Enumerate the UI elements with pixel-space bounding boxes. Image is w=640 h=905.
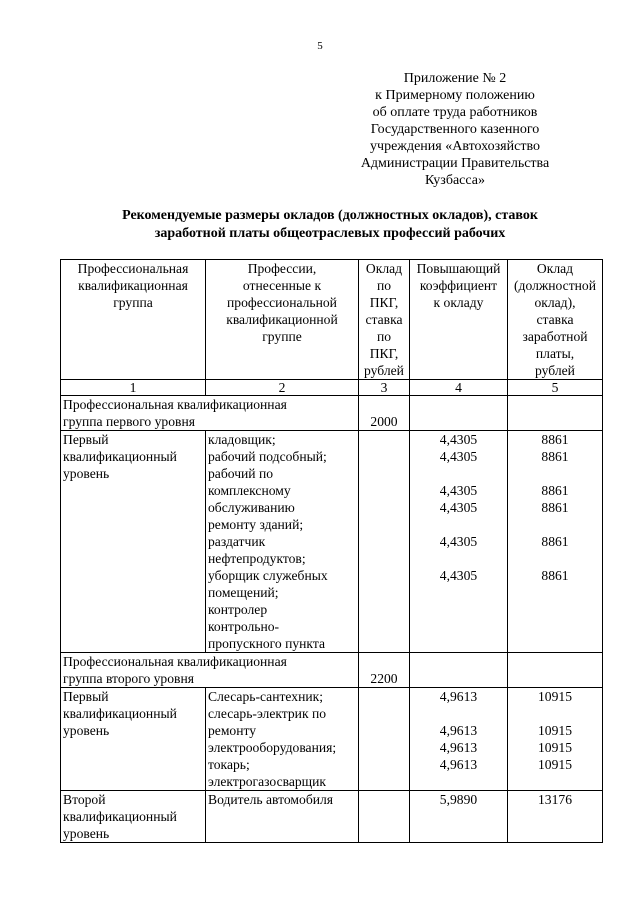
level-cell bbox=[61, 431, 206, 653]
group-row bbox=[61, 396, 603, 431]
header-text: Профессиональная bbox=[77, 261, 189, 276]
header-cell bbox=[359, 260, 410, 380]
spacer bbox=[510, 465, 600, 482]
profession-text: электрооборудования; bbox=[208, 740, 337, 755]
header-text: оклад), bbox=[534, 295, 576, 310]
table-row bbox=[61, 791, 603, 843]
salary-table bbox=[60, 259, 603, 843]
profession-text: рабочий подсобный; bbox=[208, 449, 327, 464]
group-title-text: группа второго уровня bbox=[63, 671, 194, 686]
spacer bbox=[412, 465, 505, 482]
salary-value: 8861 bbox=[541, 483, 569, 498]
profession-text: ремонту зданий; bbox=[208, 517, 304, 532]
coefficient-value: 4,9613 bbox=[439, 740, 478, 755]
spacer bbox=[510, 705, 600, 722]
document-title bbox=[60, 207, 600, 243]
header-text: заработной bbox=[522, 329, 588, 344]
salary-value: 8861 bbox=[541, 534, 569, 549]
profession-text: помещений; bbox=[208, 585, 279, 600]
salary-value: 8861 bbox=[541, 449, 569, 464]
table-row bbox=[61, 431, 603, 653]
header-text: рублей bbox=[535, 363, 575, 378]
level-text: уровень bbox=[63, 466, 110, 481]
empty-cell bbox=[359, 688, 410, 791]
profession-text: обслуживанию bbox=[208, 500, 295, 515]
header-text: отнесенные к bbox=[242, 278, 322, 293]
profession-text: рабочий по bbox=[208, 466, 274, 481]
salary-cell: 13176 bbox=[508, 791, 603, 843]
salary-value: 10915 bbox=[538, 740, 572, 755]
header-text: Профессии, bbox=[247, 261, 317, 276]
coefficient-value: 4,9613 bbox=[439, 689, 478, 704]
empty-cell bbox=[508, 653, 603, 688]
group-title bbox=[61, 653, 359, 688]
column-number: 4 bbox=[410, 380, 508, 396]
header-text: ПКГ, bbox=[369, 295, 399, 310]
salary-cell bbox=[508, 688, 603, 791]
group-row bbox=[61, 653, 603, 688]
salary-value: 10915 bbox=[538, 723, 572, 738]
group-salary: 2200 bbox=[359, 653, 410, 688]
header-text: по bbox=[376, 278, 392, 293]
header-text: квалификационной bbox=[226, 312, 338, 327]
professions-cell bbox=[206, 688, 359, 791]
profession-text: ремонту bbox=[208, 723, 257, 738]
header-text: рублей bbox=[364, 363, 404, 378]
salary-value: 8861 bbox=[541, 432, 569, 447]
coefficient-value: 4,4305 bbox=[439, 483, 478, 498]
header-text: коэффициент bbox=[419, 278, 498, 293]
header-cell bbox=[508, 260, 603, 380]
level-cell bbox=[61, 791, 206, 843]
coefficient-value: 4,9613 bbox=[439, 723, 478, 738]
profession-text: комплексному bbox=[208, 483, 291, 498]
header-text: Оклад bbox=[365, 261, 403, 276]
header-text: к окладу bbox=[433, 295, 484, 310]
profession-text: контролер bbox=[208, 602, 268, 617]
level-text: уровень bbox=[63, 723, 110, 738]
profession-text: электрогазосварщик bbox=[208, 774, 327, 789]
column-number-row bbox=[61, 380, 603, 396]
title-line: Рекомендуемые размеры окладов (должностных окладов), ставок bbox=[122, 208, 538, 223]
profession-text: уборщик служебных bbox=[208, 568, 328, 583]
appendix-line: об оплате труда работников bbox=[372, 105, 538, 120]
salary-value: 8861 bbox=[541, 500, 569, 515]
appendix-line: учреждения «Автохозяйство bbox=[370, 139, 540, 154]
profession-text: Слесарь-сантехник; bbox=[208, 689, 324, 704]
professions-cell: Водитель автомобиля bbox=[206, 791, 359, 843]
spacer bbox=[412, 516, 505, 533]
header-cell bbox=[61, 260, 206, 380]
spacer bbox=[510, 516, 600, 533]
salary-value: 8861 bbox=[541, 568, 569, 583]
coefficient-value: 4,9613 bbox=[439, 757, 478, 772]
coefficient-cell: 5,9890 bbox=[410, 791, 508, 843]
profession-text: слесарь-электрик по bbox=[208, 706, 327, 721]
profession-text: токарь; bbox=[208, 757, 250, 772]
coefficient-cell bbox=[410, 431, 508, 653]
appendix-line: Государственного казенного bbox=[370, 122, 540, 137]
empty-cell bbox=[359, 791, 410, 843]
salary-value: 10915 bbox=[538, 689, 572, 704]
column-number: 3 bbox=[359, 380, 410, 396]
empty-cell bbox=[410, 396, 508, 431]
salary-cell bbox=[508, 431, 603, 653]
spacer bbox=[412, 705, 505, 722]
header-text: профессиональной bbox=[227, 295, 337, 310]
appendix-line: Приложение № 2 bbox=[403, 71, 507, 86]
profession-text: нефтепродуктов; bbox=[208, 551, 306, 566]
header-text: ставка bbox=[365, 312, 403, 327]
header-text: ПКГ, bbox=[369, 346, 399, 361]
profession-text: раздатчик bbox=[208, 534, 266, 549]
appendix-line: Администрации Правительства bbox=[360, 156, 550, 171]
header-text: (должностной bbox=[514, 278, 596, 293]
group-title-text: Профессиональная квалификационная bbox=[63, 654, 287, 669]
salary-value: 10915 bbox=[538, 757, 572, 772]
level-text: уровень bbox=[63, 826, 110, 841]
header-text: Оклад bbox=[536, 261, 574, 276]
appendix-line: к Примерному положению bbox=[375, 88, 535, 103]
table-header-row bbox=[61, 260, 603, 380]
spacer bbox=[510, 550, 600, 567]
coefficient-cell bbox=[410, 688, 508, 791]
header-text: платы, bbox=[535, 346, 575, 361]
coefficient-value: 4,4305 bbox=[439, 432, 478, 447]
profession-text: пропускного пункта bbox=[208, 636, 325, 651]
coefficient-value: 4,4305 bbox=[439, 534, 478, 549]
level-text: квалификационный bbox=[63, 809, 177, 824]
column-number: 1 bbox=[61, 380, 206, 396]
header-text: ставка bbox=[536, 312, 574, 327]
header-text: Повышающий bbox=[416, 261, 501, 276]
profession-text: кладовщик; bbox=[208, 432, 276, 447]
spacer bbox=[412, 550, 505, 567]
group-salary: 2000 bbox=[359, 396, 410, 431]
level-text: квалификационный bbox=[63, 449, 177, 464]
header-text: по bbox=[376, 329, 392, 344]
header-text: группе bbox=[262, 329, 302, 344]
coefficient-value: 4,4305 bbox=[439, 568, 478, 583]
professions-cell bbox=[206, 431, 359, 653]
level-text: квалификационный bbox=[63, 706, 177, 721]
page-number: 5 bbox=[317, 40, 323, 52]
level-text: Первый bbox=[63, 689, 109, 704]
empty-cell bbox=[410, 653, 508, 688]
empty-cell bbox=[508, 396, 603, 431]
coefficient-value: 4,4305 bbox=[439, 449, 478, 464]
profession-text: контрольно- bbox=[208, 619, 280, 634]
level-cell bbox=[61, 688, 206, 791]
level-text: Первый bbox=[63, 432, 109, 447]
coefficient-value: 4,4305 bbox=[439, 500, 478, 515]
header-cell bbox=[206, 260, 359, 380]
column-number: 2 bbox=[206, 380, 359, 396]
column-number: 5 bbox=[508, 380, 603, 396]
empty-cell bbox=[359, 431, 410, 653]
appendix-header bbox=[340, 70, 570, 189]
group-title: Профессиональная квалификационная группа первого уровня bbox=[61, 396, 359, 431]
title-line: заработной платы общеотраслевых профессий рабочих bbox=[154, 226, 506, 241]
header-text: квалификационная bbox=[78, 278, 188, 293]
appendix-line: Кузбасса» bbox=[425, 173, 485, 188]
table-row bbox=[61, 688, 603, 791]
header-cell bbox=[410, 260, 508, 380]
level-text: Второй bbox=[63, 792, 106, 807]
header-text: группа bbox=[113, 295, 153, 310]
